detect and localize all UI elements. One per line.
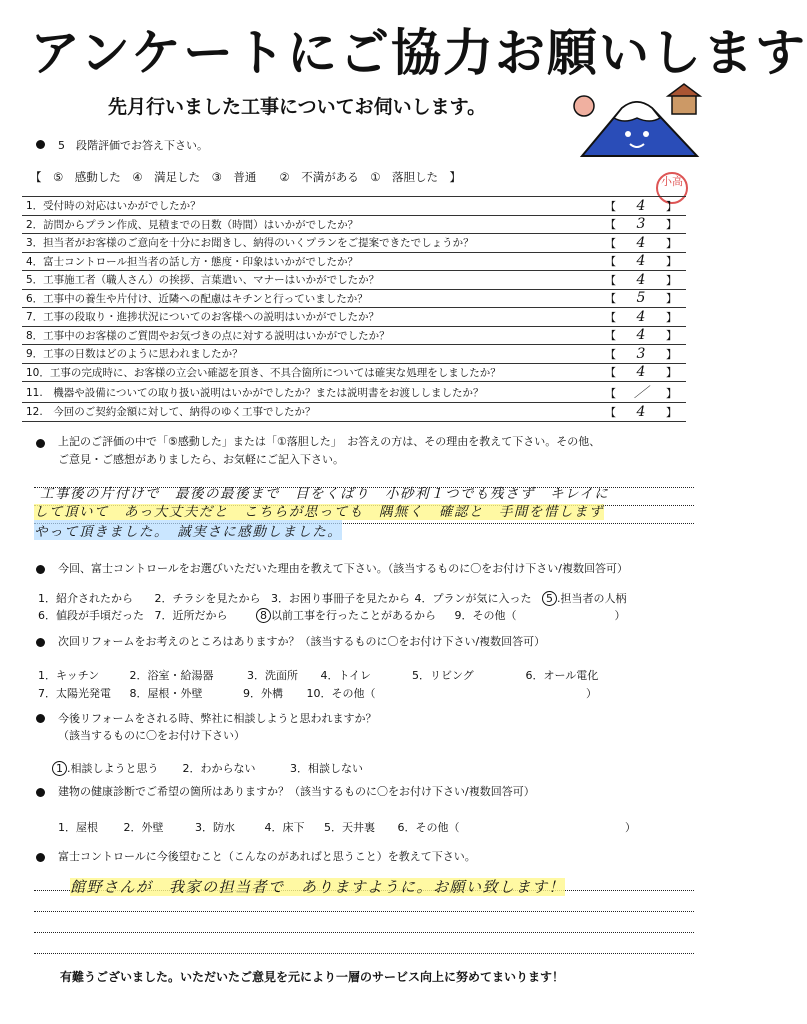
answer-value: ／ [634, 385, 648, 401]
diagnosis-option[interactable]: 4．床下 [264, 821, 305, 834]
answer-value: 3 [636, 345, 646, 362]
consult-option[interactable]: 2．わからない [182, 762, 256, 775]
reason-option-selected: .担当者の人柄 [557, 592, 627, 605]
bullet-icon [36, 140, 45, 149]
reform-option[interactable]: 1．キッチン [38, 669, 100, 682]
bracket-close: 】 [666, 366, 677, 380]
answer-value: 4 [636, 403, 646, 420]
consult-options [52, 760, 363, 776]
bracket-open: 【 [605, 405, 616, 419]
bullet-icon [36, 439, 45, 448]
bracket-close: 】 [666, 236, 677, 250]
comment-line2-text: して頂いて あっ大丈夫だと こちらが思っても 隅無く 確認と 手間を惜しまず [34, 504, 604, 520]
comment-prompt-line1: 上記のご評価の中で「⑤感動した」または「①落胆した」 お答えの方は、その理由を教えて下さい。その他、 [58, 435, 601, 448]
next-reform-row1 [38, 667, 598, 683]
answer-value: 4 [636, 271, 646, 288]
bracket-open: 【 [605, 236, 616, 250]
reform-option-other[interactable]: 10．その他（ [306, 687, 376, 700]
reason-option[interactable]: 3．お困り事冊子を見たから [271, 592, 410, 605]
rating-row [22, 345, 686, 364]
reform-option-close: ） [586, 687, 597, 700]
bracket-open: 【 [605, 273, 616, 287]
question-text: 9．工事の日数はどのように思われましたか？ [22, 345, 596, 364]
question-text: 3．担当者がお客様のご意向を十分にお聞きし、納得のいくプランをご提案できたでしょうか？ [22, 234, 596, 253]
question-text: 1．受付時の対応はいかがでしたか？ [22, 197, 596, 216]
rating-instruction: 5 段階評価でお答え下さい。 [58, 139, 208, 152]
diagnosis-option[interactable]: 5．天井裏 [324, 821, 375, 834]
survey-title: アンケートにご協力お願いします [30, 24, 807, 82]
answer-cell[interactable] [596, 197, 686, 216]
bracket-close: 】 [666, 273, 677, 287]
rating-row [22, 363, 686, 382]
answer-cell[interactable] [596, 382, 686, 403]
reform-option[interactable]: 2．浴室・給湯器 [129, 669, 214, 682]
answer-cell[interactable] [596, 252, 686, 271]
reform-option[interactable]: 5．リビング [412, 669, 474, 682]
question-text: 10．工事の完成時に、お客様の立会い確認を頂き、不具合箇所については確実な処理をしましたか？ [22, 363, 596, 382]
answer-value: 4 [636, 327, 646, 344]
bracket-close: 】 [666, 218, 677, 232]
reform-option[interactable]: 8．屋根・外壁 [129, 687, 203, 700]
reason-option-close: ） [614, 609, 626, 622]
consult-subprompt: （該当するものに〇をお付け下さい） [58, 729, 245, 742]
answer-value: 4 [636, 253, 646, 270]
bracket-open: 【 [605, 366, 616, 380]
bracket-open: 【 [605, 255, 616, 269]
rating-table [22, 196, 686, 422]
bracket-open: 【 [605, 199, 616, 213]
question-text: 12. 今回のご契約金額に対して、納得のゆく工事でしたか？ [22, 403, 596, 422]
answer-cell[interactable] [596, 403, 686, 422]
rating-row [22, 289, 686, 308]
bracket-close: 】 [666, 329, 677, 343]
bullet-icon [36, 714, 45, 723]
bracket-close: 】 [666, 292, 677, 306]
bullet-icon [36, 638, 45, 647]
rating-row [22, 326, 686, 345]
answer-value: 4 [636, 234, 646, 251]
mountain-mascot-icon [562, 86, 712, 166]
bullet-icon [36, 853, 45, 862]
answer-cell[interactable] [596, 363, 686, 382]
diagnosis-option-other[interactable]: 6．その他（ [397, 821, 460, 834]
diagnosis-option-close: ） [625, 821, 636, 834]
consult-option[interactable]: 3．相談しない [290, 762, 363, 775]
bullet-icon [36, 788, 45, 797]
diagnosis-options [58, 819, 636, 835]
reform-option[interactable]: 3．洗面所 [247, 669, 298, 682]
reason-option-circled-number[interactable]: 8 [256, 608, 271, 623]
diagnosis-prompt: 建物の健康診断でご希望の箇所はありますか？（該当するものに〇をお付け下さい/複数回答可） [58, 785, 535, 798]
reason-option-other[interactable]: 9．その他（ [454, 609, 517, 622]
consult-prompt: 今後リフォームをされる時、弊社に相談しようと思われますか？ [58, 712, 377, 725]
bracket-close: 】 [666, 387, 677, 400]
reason-option-circled-number[interactable]: 5 [542, 591, 557, 606]
rating-scale: 【 ⑤ 感動した ④ 満足した ③ 普通 ② 不満がある ① 落胆した 】 [30, 170, 462, 184]
consult-option-circled-number[interactable]: 1 [52, 761, 67, 776]
reason-options-row2 [38, 607, 626, 623]
reform-option[interactable]: 6．オール電化 [525, 669, 599, 682]
rating-row [22, 403, 686, 422]
bracket-open: 【 [605, 310, 616, 324]
consult-option-selected: .相談しようと思う [67, 762, 159, 775]
bracket-open: 【 [605, 387, 616, 400]
reason-option-selected: 以前工事を行ったことがあるから [271, 609, 436, 622]
wish-line1-text: 館野さんが 我家の担当者で ありますように。お願い致します！ [70, 878, 566, 896]
inspector-stamp: 小高 [656, 172, 688, 204]
comment-prompt-line2: ご意見・ご感想がありましたら、お気軽にご記入下さい。 [58, 453, 344, 466]
bullet-icon [36, 565, 45, 574]
reason-prompt: 今回、富士コントロールをお選びいただいた理由を教えて下さい。（該当するものに〇をお付け下さい/複数回答可） [58, 562, 628, 575]
wish-prompt: 富士コントロールに今後望むこと（こんなのがあればと思うこと）を教えて下さい。 [58, 850, 476, 863]
reform-option[interactable]: 9．外構 [243, 687, 283, 700]
reason-option[interactable]: 1．紹介されたから [38, 592, 133, 605]
comment-handwritten-line3: やって頂きました。 誠実さに感動しました。 [34, 520, 342, 540]
answer-value: 4 [636, 197, 646, 214]
question-text: 6．工事中の養生や片付け、近隣への配慮はキチンと行っていましたか？ [22, 289, 596, 308]
rating-row [22, 234, 686, 253]
question-text: 4．富士コントロール担当者の話し方・態度・印象はいかがでしたか？ [22, 252, 596, 271]
answer-cell[interactable] [596, 308, 686, 327]
answer-cell[interactable] [596, 289, 686, 308]
bracket-close: 】 [666, 255, 677, 269]
answer-value: 5 [636, 290, 646, 307]
bracket-open: 【 [605, 329, 616, 343]
diagnosis-option[interactable]: 3．防水 [195, 821, 235, 834]
answer-cell[interactable] [596, 345, 686, 364]
reform-option[interactable]: 4．トイレ [320, 669, 371, 682]
answer-cell[interactable] [596, 326, 686, 345]
survey-subtitle: 先月行いました工事についてお伺いします。 [108, 96, 487, 118]
reason-option[interactable]: 6．値段が手頃だった [38, 609, 144, 622]
reform-option[interactable]: 7．太陽光発電 [38, 687, 111, 700]
question-text: 2．訪問からプラン作成、見積までの日数（時間）はいかがでしたか？ [22, 215, 596, 234]
reason-option[interactable]: 7．近所だから [154, 609, 228, 622]
question-text: 5．工事施工者（職人さん）の挨拶、言葉遣い、マナーはいかがでしたか？ [22, 271, 596, 290]
reason-option[interactable]: 4．プランが気に入った [414, 592, 532, 605]
rating-row [22, 215, 686, 234]
bracket-close: 】 [666, 347, 677, 361]
rating-row [22, 252, 686, 271]
bracket-open: 【 [605, 347, 616, 361]
answer-cell[interactable] [596, 271, 686, 290]
answer-value: 3 [636, 216, 646, 233]
comment-handwritten-line1: 工事後の片付けで 最後の最後まで 目をくばり 小砂利１つでも残さず キレイに [40, 486, 610, 502]
bracket-open: 【 [605, 218, 616, 232]
bracket-close: 】 [666, 199, 677, 213]
answer-cell[interactable] [596, 234, 686, 253]
question-text: 7．工事の段取り・進捗状況についてのお客様への説明はいかがでしたか？ [22, 308, 596, 327]
answer-value: 4 [636, 364, 646, 381]
comment-handwritten-line2 [34, 500, 604, 520]
question-text: 11. 機器や設備についての取り扱い説明はいかがでしたか？または説明書をお渡ししましたか？ [22, 382, 596, 403]
diagnosis-option[interactable]: 1．屋根 [58, 821, 98, 834]
rating-row [22, 382, 686, 403]
next-reform-row2 [38, 685, 597, 701]
question-text: 8．工事中のお客様のご質問やお気づきの点に対する説明はいかがでしたか？ [22, 326, 596, 345]
bracket-close: 】 [666, 310, 677, 324]
reason-options-row1 [38, 590, 627, 606]
answer-cell[interactable] [596, 215, 686, 234]
bracket-close: 】 [666, 405, 677, 419]
next-reform-prompt: 次回リフォームをお考えのところはありますか？（該当するものに〇をお付け下さい/複数回答可） [58, 635, 546, 648]
answer-value: 4 [636, 308, 646, 325]
thank-you-footer: 有難うございました。いただいたご意見を元により一層のサービス向上に努めてまいります！ [60, 970, 565, 984]
rating-row [22, 308, 686, 327]
rating-row [22, 197, 686, 216]
reason-option[interactable]: 2．チラシを見たから [154, 592, 261, 605]
bracket-open: 【 [605, 292, 616, 306]
wish-handwritten [70, 876, 565, 897]
diagnosis-option[interactable]: 2．外壁 [123, 821, 164, 834]
rating-row [22, 271, 686, 290]
